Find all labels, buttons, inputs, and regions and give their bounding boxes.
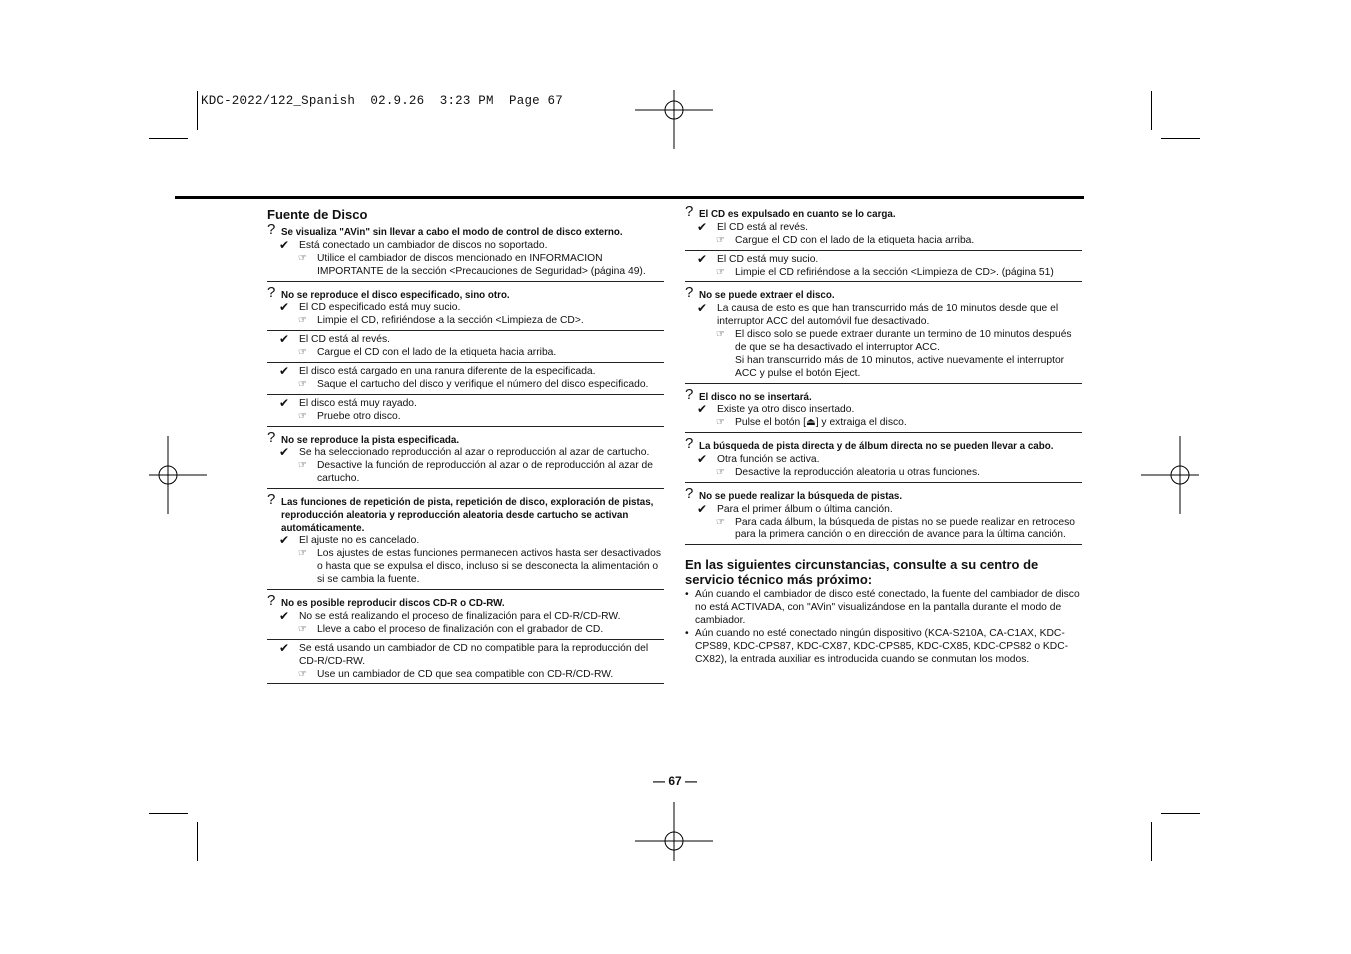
cause-block [685, 454, 1082, 483]
cause-block [685, 303, 1082, 383]
troubleshoot-item [685, 484, 1082, 546]
cause-block [685, 251, 1082, 283]
right-column [685, 203, 1082, 667]
cause-block [685, 501, 1082, 546]
crop-mark [1151, 91, 1152, 130]
hand-pointer-icon: ☞ [298, 378, 307, 390]
troubleshoot-item [685, 203, 1082, 282]
check-icon: ✔ [697, 301, 708, 316]
registration-mark-icon [129, 436, 207, 514]
remedy: ☞ Desactive la reproducción aleatoria u otras funciones. [716, 466, 980, 478]
service-item: • Aún cuando el cambiador de disco esté conectado, la fuente del cambiador de disco no está ACTIVADA, con "AVin" visualizándose en la pantalla durante el modo de cambiador. [685, 589, 1080, 627]
question: ? No se puede extraer el disco. [685, 284, 835, 302]
hand-pointer-icon: ☞ [298, 315, 307, 327]
check-icon: ✔ [697, 251, 708, 266]
crop-mark [149, 138, 188, 139]
hand-pointer-icon: ☞ [298, 668, 307, 680]
question: ? La búsqueda de pista directa y de álbum directa no se pueden llevar a cabo. [685, 435, 1054, 453]
question: ? Las funciones de repetición de pista, repetición de disco, exploración de pistas, reproducción aleatoria y reproducción aleatoria desde cartucho se activan automáticamente. [267, 491, 654, 534]
check-icon: ✔ [279, 363, 290, 378]
cause: ✔ El disco está muy rayado. [279, 395, 417, 410]
question-icon: ? [685, 435, 694, 453]
question-icon: ? [685, 284, 694, 302]
question: ? No se reproduce la pista especificada. [267, 428, 460, 446]
question: ? No se reproduce el disco especificado, sino otro. [267, 283, 510, 301]
remedy: ☞ Utilice el cambiador de discos mencionado en INFORMACION IMPORTANTE de la sección <Precauciones de Seguridad> (página 49). [298, 252, 646, 277]
hand-pointer-icon: ☞ [298, 460, 307, 472]
remedy: ☞ Cargue el CD con el lado de la etiqueta hacia arriba. [716, 234, 975, 246]
question-icon: ? [685, 203, 694, 220]
check-icon: ✔ [697, 452, 708, 467]
cause: ✔ El CD está al revés. [697, 219, 808, 234]
troubleshoot-item [267, 428, 664, 490]
cause: ✔ El disco está cargado en una ranura diferente de la especificada. [279, 363, 596, 378]
service-item: • Aún cuando no esté conectado ningún dispositivo (KCA-S210A, CA-C1AX, KDC-CPS89, KDC-CPS87, KDC-CX87, KDC-CPS85, KDC-CX85, KDC-CPS82 o KDC-CX82), la entrada auxiliar es introducida cuando se conmutan los modos. [685, 628, 1069, 665]
hand-pointer-icon: ☞ [298, 623, 307, 635]
check-icon: ✔ [279, 332, 290, 347]
troubleshoot-item [267, 221, 664, 282]
cause: ✔ El CD está al revés. [279, 332, 390, 347]
remedy: ☞ Desactive la función de reproducción al azar o de reproducción al azar de cartucho. [298, 460, 653, 485]
troubleshoot-item [685, 284, 1082, 383]
question-icon: ? [267, 283, 276, 301]
check-icon: ✔ [279, 640, 290, 655]
remedy: ☞ Limpie el CD, refiriéndose a la sección <Limpieza de CD>. [298, 315, 584, 327]
hand-pointer-icon: ☞ [298, 347, 307, 359]
crop-mark [1161, 813, 1200, 814]
question-icon: ? [267, 491, 276, 509]
troubleshoot-item [685, 435, 1082, 483]
question: ? El disco no se insertará. [685, 385, 812, 403]
cause: ✔ La causa de esto es que han transcurrido más de 10 minutos desde que el interruptor ACC del automóvil fue desactivado. [697, 301, 1059, 328]
remedy: ☞ Saque el cartucho del disco y verifique el número del disco especificado. [298, 378, 649, 390]
top-rule [175, 196, 1084, 199]
cause-block [267, 302, 664, 331]
remedy: ☞ Use un cambiador de CD que sea compatible con CD-R/CD-RW. [298, 668, 614, 680]
cause-block [267, 608, 664, 640]
remedy-continued: Si han transcurrido más de 10 minutos, active nuevamente el interruptor ACC y pulse el botón Eject. [735, 354, 1065, 379]
check-icon: ✔ [279, 395, 290, 410]
section-title: Fuente de Disco [267, 207, 368, 222]
print-header: KDC-2022/122_Spanish 02.9.26 3:23 PM Page 67 [201, 94, 563, 108]
hand-pointer-icon: ☞ [298, 548, 307, 560]
cause: ✔ Está conectado un cambiador de discos no soportado. [279, 237, 548, 252]
registration-mark-icon [635, 802, 713, 880]
cause: ✔ Otra función se activa. [697, 452, 820, 467]
remedy: ☞ Los ajustes de estas funciones permanecen activos hasta ser desactivados o hasta que se expulsa el disco, incluso si se desconecta la alimentación o si se cambia la fuente. [298, 548, 662, 586]
remedy: ☞ El disco solo se puede extraer durante un termino de 10 minutos después de que se ha desactivado el interruptor ACC. [716, 329, 1072, 353]
troubleshoot-item [267, 491, 664, 590]
hand-pointer-icon: ☞ [716, 516, 725, 528]
cause-block [267, 363, 664, 395]
cause: ✔ El CD está muy sucio. [697, 251, 819, 266]
hand-pointer-icon: ☞ [716, 329, 725, 341]
crop-mark [1161, 138, 1200, 139]
question: ? No se puede realizar la búsqueda de pistas. [685, 484, 903, 502]
question-icon: ? [267, 592, 276, 610]
cause-block [267, 334, 664, 363]
registration-mark-icon [1141, 436, 1219, 514]
remedy: ☞ Cargue el CD con el lado de la etiqueta hacia arriba. [298, 347, 557, 359]
hand-pointer-icon: ☞ [298, 252, 307, 264]
question-icon: ? [685, 484, 694, 502]
remedy: ☞ Pruebe otro disco. [298, 410, 401, 422]
troubleshoot-item [685, 385, 1082, 434]
cause: ✔ El ajuste no es cancelado. [279, 533, 420, 548]
check-icon: ✔ [279, 237, 290, 252]
check-icon: ✔ [279, 445, 290, 460]
service-heading: En las siguientes circunstancias, consulte a su centro de servicio técnico más próximo: [685, 557, 1039, 588]
cause-block [685, 404, 1082, 433]
hand-pointer-icon: ☞ [716, 466, 725, 478]
cause: ✔ El CD especificado está muy sucio. [279, 300, 461, 315]
cause: ✔ Existe ya otro disco insertado. [697, 402, 855, 417]
check-icon: ✔ [697, 501, 708, 516]
cause-block [267, 640, 664, 685]
remedy: ☞ Para cada álbum, la búsqueda de pistas no se puede realizar en retroceso para la primera canción o en dirección de avance para la última canción. [716, 516, 1076, 541]
troubleshoot-item [267, 283, 664, 427]
cause-block [685, 219, 1082, 251]
question-icon: ? [267, 428, 276, 446]
question: ? El CD es expulsado en cuanto se lo carga. [685, 203, 896, 220]
bullet-icon: • [685, 628, 689, 640]
question-icon: ? [685, 385, 694, 403]
check-icon: ✔ [697, 219, 708, 234]
question-icon: ? [267, 221, 276, 238]
check-icon: ✔ [279, 608, 290, 623]
crop-mark [197, 91, 198, 130]
cause: ✔ Para el primer álbum o última canción. [697, 501, 893, 516]
check-icon: ✔ [279, 533, 290, 548]
crop-mark [1151, 822, 1152, 861]
question: ? No es posible reproducir discos CD-R o CD-RW. [267, 592, 505, 610]
bullet-icon: • [685, 589, 689, 601]
cause: ✔ Se ha seleccionado reproducción al azar o reproducción al azar de cartucho. [279, 445, 650, 460]
left-column [267, 207, 664, 692]
hand-pointer-icon: ☞ [716, 234, 725, 246]
registration-mark-icon [635, 71, 713, 149]
cause-block [267, 237, 664, 282]
troubleshoot-item [267, 592, 664, 684]
cause: ✔ No se está realizando el proceso de finalización para el CD-R/CD-RW. [279, 608, 621, 623]
cause-block [267, 395, 664, 427]
cause-block [267, 535, 664, 590]
remedy: ☞ Limpie el CD refiriéndose a la sección <Limpieza de CD>. (página 51) [716, 266, 1054, 278]
crop-mark [197, 822, 198, 861]
cause: ✔ Se está usando un cambiador de CD no compatible para la reproducción del CD-R/CD-RW. [279, 640, 649, 667]
hand-pointer-icon: ☞ [716, 266, 725, 278]
page-number: — 67 — [652, 774, 697, 788]
check-icon: ✔ [697, 402, 708, 417]
check-icon: ✔ [279, 300, 290, 315]
hand-pointer-icon: ☞ [716, 417, 725, 429]
crop-mark [149, 813, 188, 814]
remedy: ☞ Lleve a cabo el proceso de finalización con el grabador de CD. [298, 623, 604, 635]
question: ? Se visualiza "AVin" sin llevar a cabo el modo de control de disco externo. [267, 221, 623, 238]
cause-block [267, 447, 664, 489]
remedy: ☞ Pulse el botón [⏏] y extraiga el disco. [716, 417, 907, 429]
hand-pointer-icon: ☞ [298, 410, 307, 422]
